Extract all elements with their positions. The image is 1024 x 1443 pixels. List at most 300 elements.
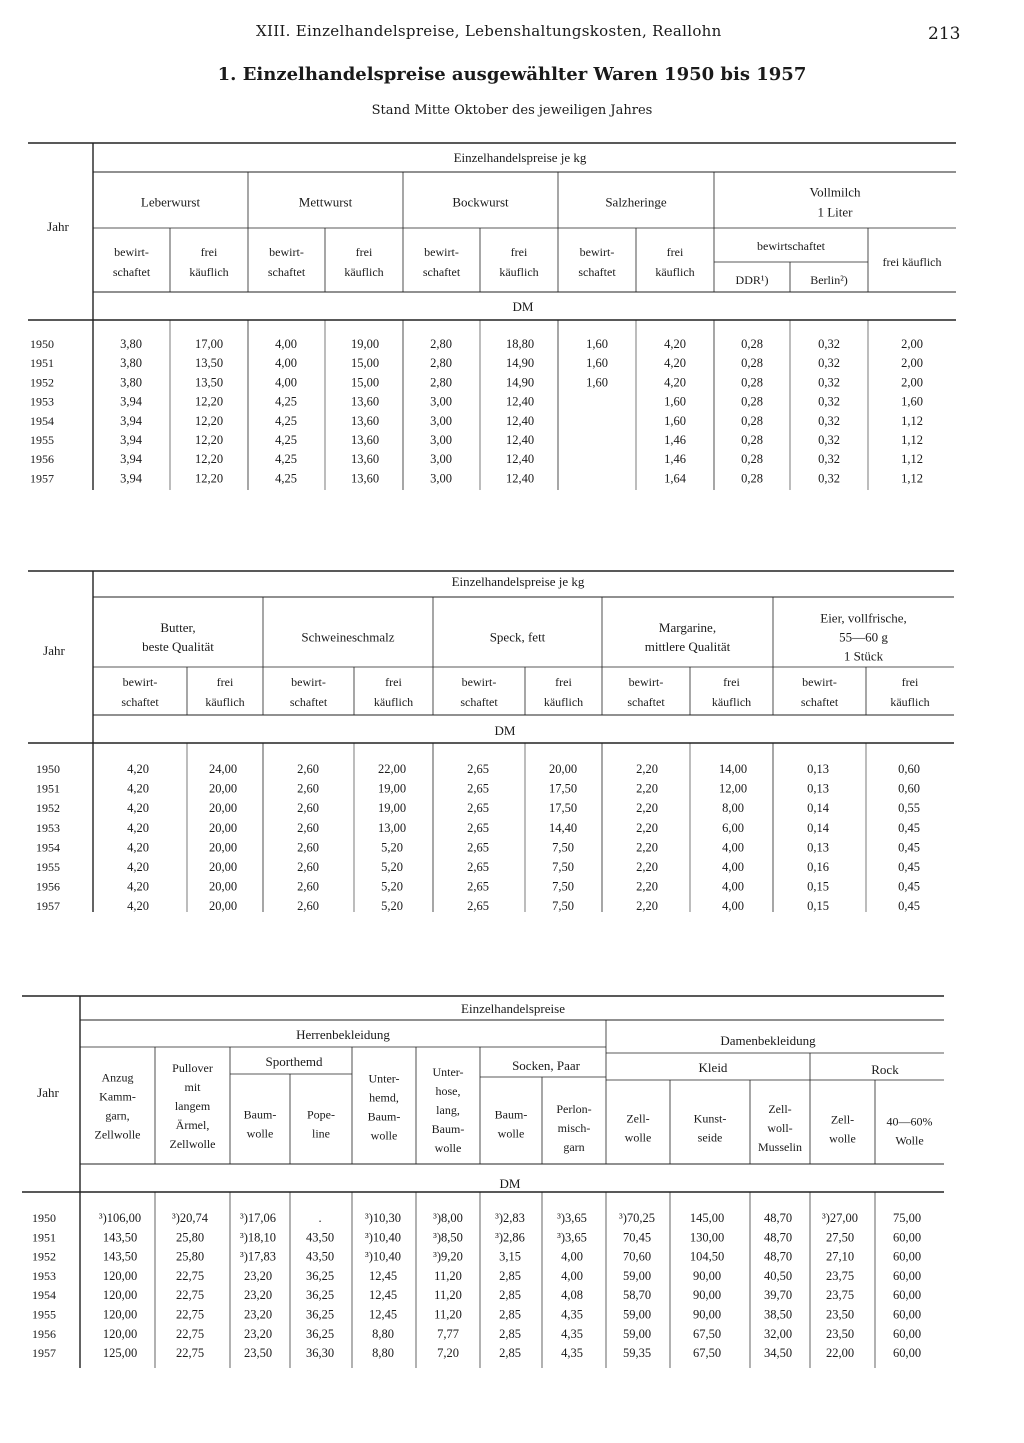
table-cell: 19,00 [350, 337, 380, 351]
table-cell: 59,35 [622, 1346, 652, 1361]
group-header: Rock [871, 1062, 899, 1077]
group-header: 55—60 g [839, 629, 888, 645]
group-header: mittlere Qualität [644, 639, 731, 655]
table-cell: 36,25 [305, 1326, 335, 1341]
table-cell: 13,50 [194, 375, 224, 390]
table-cell: 1,46 [664, 433, 686, 447]
table-cell: 3,00 [430, 452, 452, 467]
year-cell: 1951 [30, 356, 54, 371]
table-cell: 12,20 [194, 471, 224, 486]
table-cell: 13,60 [350, 452, 380, 467]
table-cell: 2,60 [297, 860, 319, 874]
table-cell: 59,00 [622, 1326, 652, 1341]
year-cell: 1954 [32, 1288, 56, 1303]
sub-header: frei [555, 675, 572, 690]
table-cell: 8,00 [722, 801, 744, 816]
column-header: wolle [246, 1126, 274, 1141]
table-cell: 0,28 [741, 471, 763, 486]
table-cell: 1,60 [664, 394, 686, 409]
table-cell: 12,20 [194, 413, 224, 428]
table-cell: 13,50 [194, 356, 224, 371]
table-cell: 13,00 [377, 820, 407, 835]
sub-header: schaftet [121, 695, 159, 710]
table-cell: 1,60 [586, 375, 608, 390]
table-cell: 7,50 [552, 860, 574, 874]
column-header: Baum- [243, 1107, 277, 1122]
table-cell: 20,00 [548, 762, 578, 776]
table-cell: 4,00 [722, 879, 744, 894]
table-cell: 36,25 [305, 1288, 335, 1303]
table-cell: 27,50 [825, 1230, 855, 1245]
sub-header: käuflich [655, 265, 695, 280]
group-header: Leberwurst [140, 194, 201, 210]
column-header: hose, [435, 1084, 461, 1099]
year-cell: 1956 [36, 879, 60, 894]
table-cell: 4,20 [127, 840, 149, 855]
year-cell: 1950 [36, 762, 60, 776]
table-cell: 7,50 [552, 899, 574, 914]
table-cell: 4,35 [561, 1307, 583, 1322]
table-cell: 0,55 [898, 801, 920, 816]
sub-header: frei [385, 675, 402, 690]
table-cell: 19,00 [377, 781, 407, 796]
column-header: Pope- [307, 1107, 335, 1122]
table-cell: 3,94 [120, 471, 142, 486]
table-cell: 36,25 [305, 1307, 335, 1322]
table-cell: 13,60 [350, 433, 380, 447]
table-cell: 14,90 [505, 356, 535, 371]
table-cell: 22,75 [175, 1326, 205, 1341]
group-header: Sporthemd [265, 1054, 323, 1069]
column-header: seide [697, 1130, 723, 1145]
table-cell: 2,65 [467, 820, 489, 835]
sub-header: bewirt- [461, 675, 497, 690]
column-header: Baum- [494, 1107, 528, 1122]
table-cell: ³)10,40 [364, 1249, 402, 1264]
table-cell: 120,00 [102, 1326, 138, 1341]
table-cell: 38,50 [763, 1307, 793, 1322]
table-cell: 4,25 [275, 433, 297, 447]
table-cell: 4,20 [127, 762, 149, 776]
table-cell: 60,00 [892, 1346, 922, 1361]
table-cell: 4,00 [561, 1268, 583, 1283]
table-cell: 22,75 [175, 1268, 205, 1283]
column-header: Baum- [431, 1122, 465, 1137]
table-cell: 32,00 [763, 1326, 793, 1341]
sub-header: käuflich [373, 695, 414, 710]
sub-header: frei [200, 245, 218, 260]
table-cell: 1,46 [664, 452, 686, 467]
table-cell: 36,25 [305, 1268, 335, 1283]
table-cell: 2,60 [297, 840, 319, 855]
table-cell: 23,75 [825, 1288, 855, 1303]
group-header: Margarine, [658, 620, 717, 636]
table-cell: 36,30 [305, 1346, 335, 1361]
sub-header: schaftet [627, 695, 665, 710]
table-cell: 2,85 [499, 1326, 521, 1341]
table-cell: 48,70 [763, 1211, 793, 1225]
group-header: Salzheringe [605, 194, 667, 210]
sub-header: käuflich [205, 695, 245, 710]
table-cell: 90,00 [692, 1288, 722, 1303]
sub-header: frei [901, 675, 919, 690]
sub-header: käuflich [189, 265, 229, 280]
year-cell: 1954 [30, 413, 54, 428]
table-cell: 11,20 [434, 1288, 462, 1303]
table-cell: ³)3,65 [557, 1230, 587, 1245]
table-cell: 125,00 [102, 1346, 138, 1361]
table-cell: 60,00 [892, 1268, 922, 1283]
table-cell: 2,00 [901, 375, 923, 390]
column-header: Anzug [101, 1070, 134, 1085]
table-cell: 90,00 [692, 1268, 722, 1283]
sub-header: bewirt- [628, 675, 664, 690]
table-cell: 4,25 [275, 394, 297, 409]
table-cell: 4,08 [561, 1288, 583, 1303]
column-header: Zell- [626, 1111, 650, 1126]
table-cell: 17,50 [548, 801, 578, 816]
table-cell: 4,20 [664, 337, 686, 351]
column-header: Wolle [895, 1133, 924, 1148]
table-cell: 2,00 [901, 356, 923, 371]
column-header: Zell- [830, 1112, 855, 1127]
table-cell: 14,90 [505, 375, 535, 390]
table-cell: 60,00 [892, 1326, 922, 1341]
table-cell: 0,45 [898, 820, 920, 835]
table-cell: 12,40 [505, 471, 535, 486]
table-cell: 11,20 [434, 1268, 462, 1283]
table-cell: 4,00 [275, 375, 297, 390]
column-header: Perlon- [556, 1102, 592, 1117]
table-cell: 27,10 [825, 1249, 855, 1264]
table-cell: 0,28 [741, 375, 763, 390]
column-header: Ärmel, [175, 1118, 210, 1133]
sub-header: schaftet [422, 265, 461, 280]
table-cell: 2,85 [499, 1346, 521, 1361]
table-cell: 12,40 [505, 452, 535, 467]
table-cell: 7,50 [552, 879, 574, 894]
table-cell: 3,15 [499, 1249, 521, 1264]
table-cell: 23,50 [825, 1326, 855, 1341]
column-header: woll- [767, 1121, 793, 1136]
table-cell: ³)27,00 [821, 1211, 859, 1225]
sub-header: bewirt- [802, 675, 837, 690]
table-cell: 43,50 [305, 1249, 335, 1264]
table-cell: 0,32 [818, 471, 840, 486]
table-cell: 2,20 [636, 879, 658, 894]
table-cell: 2,85 [499, 1268, 521, 1283]
sub-header: schaftet [112, 265, 151, 280]
table-cell: 11,20 [434, 1307, 462, 1322]
table-cell: 20,00 [208, 879, 238, 894]
table-cell: 7,20 [437, 1346, 459, 1361]
table-cell: 3,00 [430, 394, 452, 409]
table-cell: 1,12 [901, 452, 923, 467]
group-header: Butter, [160, 620, 196, 636]
table-cell: 4,35 [561, 1326, 583, 1341]
year-header: Jahr [37, 1085, 59, 1100]
table-cell: 0,32 [818, 337, 840, 351]
table-cell: 5,20 [381, 840, 403, 855]
sub-header: bewirt- [424, 245, 459, 260]
column-header: lang, [436, 1103, 460, 1118]
year-cell: 1955 [30, 433, 54, 447]
sub-header: frei [510, 245, 528, 260]
table-cell: ³)3,65 [557, 1211, 587, 1225]
table-cell: 20,00 [208, 801, 238, 816]
table-cell: 22,00 [377, 762, 407, 776]
table-cell: 70,45 [622, 1230, 652, 1245]
year-header: Jahr [47, 219, 69, 234]
table-cell: 2,60 [297, 899, 319, 914]
table-cell: ³)10,30 [364, 1211, 402, 1225]
table-cell: 20,00 [208, 860, 238, 874]
sub-header: bewirtschaftet [757, 239, 825, 253]
table-cell: 2,85 [499, 1307, 521, 1322]
super-header: Einzelhandelspreise [461, 1001, 565, 1016]
table-cell: 0,28 [741, 452, 763, 467]
table-cell: 3,00 [430, 433, 452, 447]
table-cell: 4,20 [127, 781, 149, 796]
table-cell: 4,20 [127, 879, 149, 894]
document-subtitle: Stand Mitte Oktober des jeweiligen Jahres [371, 103, 653, 118]
sub-header: schaftet [578, 265, 616, 280]
sub-header: frei [666, 245, 684, 260]
table-cell: 22,75 [175, 1288, 205, 1303]
year-header: Jahr [43, 643, 65, 658]
table-cell: ³)17,83 [239, 1249, 277, 1264]
table-cell: 2,85 [499, 1288, 521, 1303]
table-cell: 0,32 [818, 394, 840, 409]
table-cell: 23,50 [243, 1346, 273, 1361]
sub-header: schaftet [800, 695, 839, 710]
table-cell: 0,32 [818, 375, 840, 390]
year-cell: 1957 [32, 1346, 56, 1361]
table-cell: 2,65 [467, 781, 489, 796]
sub-header: schaftet [460, 695, 498, 710]
group-header: Herrenbekleidung [296, 1027, 390, 1042]
table-cell: 23,20 [243, 1288, 273, 1303]
table-cell: 2,65 [467, 762, 489, 776]
year-cell: 1956 [32, 1326, 56, 1341]
table-cell: 20,00 [208, 899, 238, 914]
table-cell: 43,50 [305, 1230, 335, 1245]
column-header: wolle [829, 1131, 856, 1146]
table-cell: 1,60 [586, 337, 608, 351]
table-cell: 14,40 [548, 820, 578, 835]
table-cell: 0,32 [818, 433, 840, 447]
table-cell: 0,28 [741, 433, 763, 447]
table-cell: 1,60 [901, 394, 923, 409]
table-cell: 17,50 [548, 781, 578, 796]
group-header: Kleid [698, 1060, 728, 1075]
table-cell: 4,00 [275, 337, 297, 351]
year-cell: 1952 [32, 1249, 56, 1264]
table-cell: 12,20 [194, 394, 224, 409]
table-cell: 4,00 [722, 860, 744, 874]
table-cell: 0,45 [898, 860, 920, 874]
sub-header: schaftet [267, 265, 306, 280]
table-cell: 0,13 [807, 840, 829, 855]
table-cell: 4,25 [275, 452, 297, 467]
table-cell: 3,94 [120, 433, 142, 447]
year-cell: 1957 [30, 471, 54, 486]
table-cell: 59,00 [622, 1268, 652, 1283]
table-cell: 4,00 [722, 899, 744, 914]
table-cell: 2,65 [467, 899, 489, 914]
table-cell: 0,15 [807, 899, 829, 914]
table-cell: 3,00 [430, 413, 452, 428]
group-header: beste Qualität [142, 639, 214, 655]
table-cell: 24,00 [208, 762, 238, 776]
table-cell: 23,20 [243, 1326, 273, 1341]
table-cell: 0,28 [741, 337, 763, 351]
table-cell: 2,60 [297, 801, 319, 816]
table-cell: 0,45 [898, 899, 920, 914]
table-cell: 0,15 [807, 879, 829, 894]
table-cell: 3,00 [430, 471, 452, 486]
table-cell: 12,45 [368, 1268, 398, 1283]
table-cell: 2,65 [467, 840, 489, 855]
sub-header: käuflich [344, 265, 384, 280]
table-cell: 0,28 [741, 394, 763, 409]
sub-header: frei käuflich [882, 255, 942, 270]
unit-label: DM [512, 299, 534, 314]
group-header: 1 Stück [843, 648, 884, 664]
table-cell: 4,20 [127, 860, 149, 874]
table-cell: 23,75 [825, 1268, 855, 1283]
column-header: wolle [370, 1128, 398, 1143]
table-cell: 25,80 [175, 1249, 205, 1264]
table-cell: 0,14 [807, 820, 829, 835]
table-cell: 4,25 [275, 471, 297, 486]
table-cell: 12,40 [505, 413, 535, 428]
table-cell: ³)8,50 [433, 1230, 463, 1245]
table-cell: 2,80 [430, 337, 452, 351]
column-header: garn, [105, 1108, 130, 1123]
table-cell: 4,20 [664, 356, 686, 371]
column-header: mit [184, 1080, 201, 1095]
table-cell: 25,80 [175, 1230, 205, 1245]
table-cell: ³)2,83 [495, 1211, 525, 1225]
table-cell: 0,45 [898, 840, 920, 855]
sub-header: bewirt- [122, 675, 158, 690]
table-cell: 15,00 [350, 375, 380, 390]
table-cell: 3,80 [120, 375, 142, 390]
table-cell: 4,35 [561, 1346, 583, 1361]
table-cell: 12,45 [368, 1288, 398, 1303]
super-header: Einzelhandelspreise je kg [453, 150, 587, 165]
table-cell: 2,20 [636, 899, 658, 914]
table-cell: 3,80 [120, 337, 142, 351]
table-cell: ³)20,74 [171, 1211, 209, 1225]
table-cell: ³)10,40 [364, 1230, 402, 1245]
table-cell: 7,77 [437, 1326, 459, 1341]
document-title: 1. Einzelhandelspreise ausgewählter Waren 1950 bis 1957 [217, 64, 807, 85]
table-cell: 120,00 [102, 1268, 138, 1283]
table-cell: 23,50 [825, 1307, 855, 1322]
table-cell: 60,00 [892, 1230, 922, 1245]
table-cell: 14,00 [718, 762, 748, 776]
table-cell: 2,20 [636, 840, 658, 855]
group-header: Schweineschmalz [301, 629, 395, 645]
table-cell: 3,94 [120, 452, 142, 467]
table-cell: ³)8,00 [433, 1211, 463, 1225]
page-number: 213 [928, 24, 961, 44]
table-cell: 4,00 [722, 840, 744, 855]
table-cell: 4,20 [127, 820, 149, 835]
table-cell: 1,60 [586, 356, 608, 371]
table-cell: 2,60 [297, 762, 319, 776]
table-cell: 1,12 [901, 471, 923, 486]
table-cell: 3,94 [120, 394, 142, 409]
table-cell: 120,00 [102, 1288, 138, 1303]
table-cell: 2,65 [467, 860, 489, 874]
table-cell: 12,40 [505, 394, 535, 409]
table-cell: 130,00 [689, 1230, 725, 1245]
table-cell: 4,00 [275, 356, 297, 371]
column-header: Zell- [768, 1102, 792, 1117]
table-cell: 58,70 [622, 1288, 652, 1303]
table-cell: 7,50 [552, 840, 574, 855]
table-cell: 60,00 [892, 1249, 922, 1264]
table-cell: 0,13 [807, 762, 829, 776]
table-cell: 0,32 [818, 413, 840, 428]
year-cell: 1953 [30, 394, 54, 409]
table-cell: 0,60 [898, 781, 920, 796]
table-cell: 4,00 [561, 1249, 583, 1264]
group-header: 1 Liter [817, 204, 853, 220]
group-header: Damenbekleidung [720, 1033, 816, 1048]
table-cell: 4,20 [664, 375, 686, 390]
table-cell: 20,00 [208, 820, 238, 835]
table-cell: 48,70 [763, 1249, 793, 1264]
table-cell: 1,12 [901, 433, 923, 447]
table-cell: 1,60 [664, 413, 686, 428]
unit-label: DM [494, 723, 516, 738]
table-cell: 2,20 [636, 860, 658, 874]
table-cell: 22,00 [825, 1346, 855, 1361]
year-cell: 1950 [32, 1211, 56, 1225]
table-cell: 90,00 [692, 1307, 722, 1322]
unit-label: DM [499, 1176, 521, 1191]
sub-header: käuflich [543, 695, 584, 710]
table-cell: 0,32 [818, 452, 840, 467]
table-cell: 8,80 [372, 1346, 394, 1361]
table-cell: 12,00 [718, 781, 748, 796]
column-header: 40—60% [886, 1114, 933, 1129]
column-header: Kunst- [693, 1111, 727, 1126]
table-cell: 2,20 [636, 781, 658, 796]
group-header: Speck, fett [489, 629, 546, 645]
year-cell: 1951 [36, 781, 60, 796]
table-cell: 2,60 [297, 781, 319, 796]
table-cell: 6,00 [722, 820, 744, 835]
table-cell: ³)17,06 [239, 1211, 277, 1225]
year-cell: 1951 [32, 1230, 56, 1245]
table-cell: 22,75 [175, 1307, 205, 1322]
sub-header: frei [216, 675, 234, 690]
column-header: Zellwolle [94, 1127, 141, 1142]
table-cell: 143,50 [102, 1230, 138, 1245]
column-header: wolle [624, 1130, 652, 1145]
table-cell: 5,20 [381, 860, 403, 874]
table-cell: 20,00 [208, 840, 238, 855]
table-cell: 3,80 [120, 356, 142, 371]
year-cell: 1955 [36, 860, 60, 874]
table-cell: 34,50 [763, 1346, 793, 1361]
column-header: Unter- [368, 1071, 400, 1086]
